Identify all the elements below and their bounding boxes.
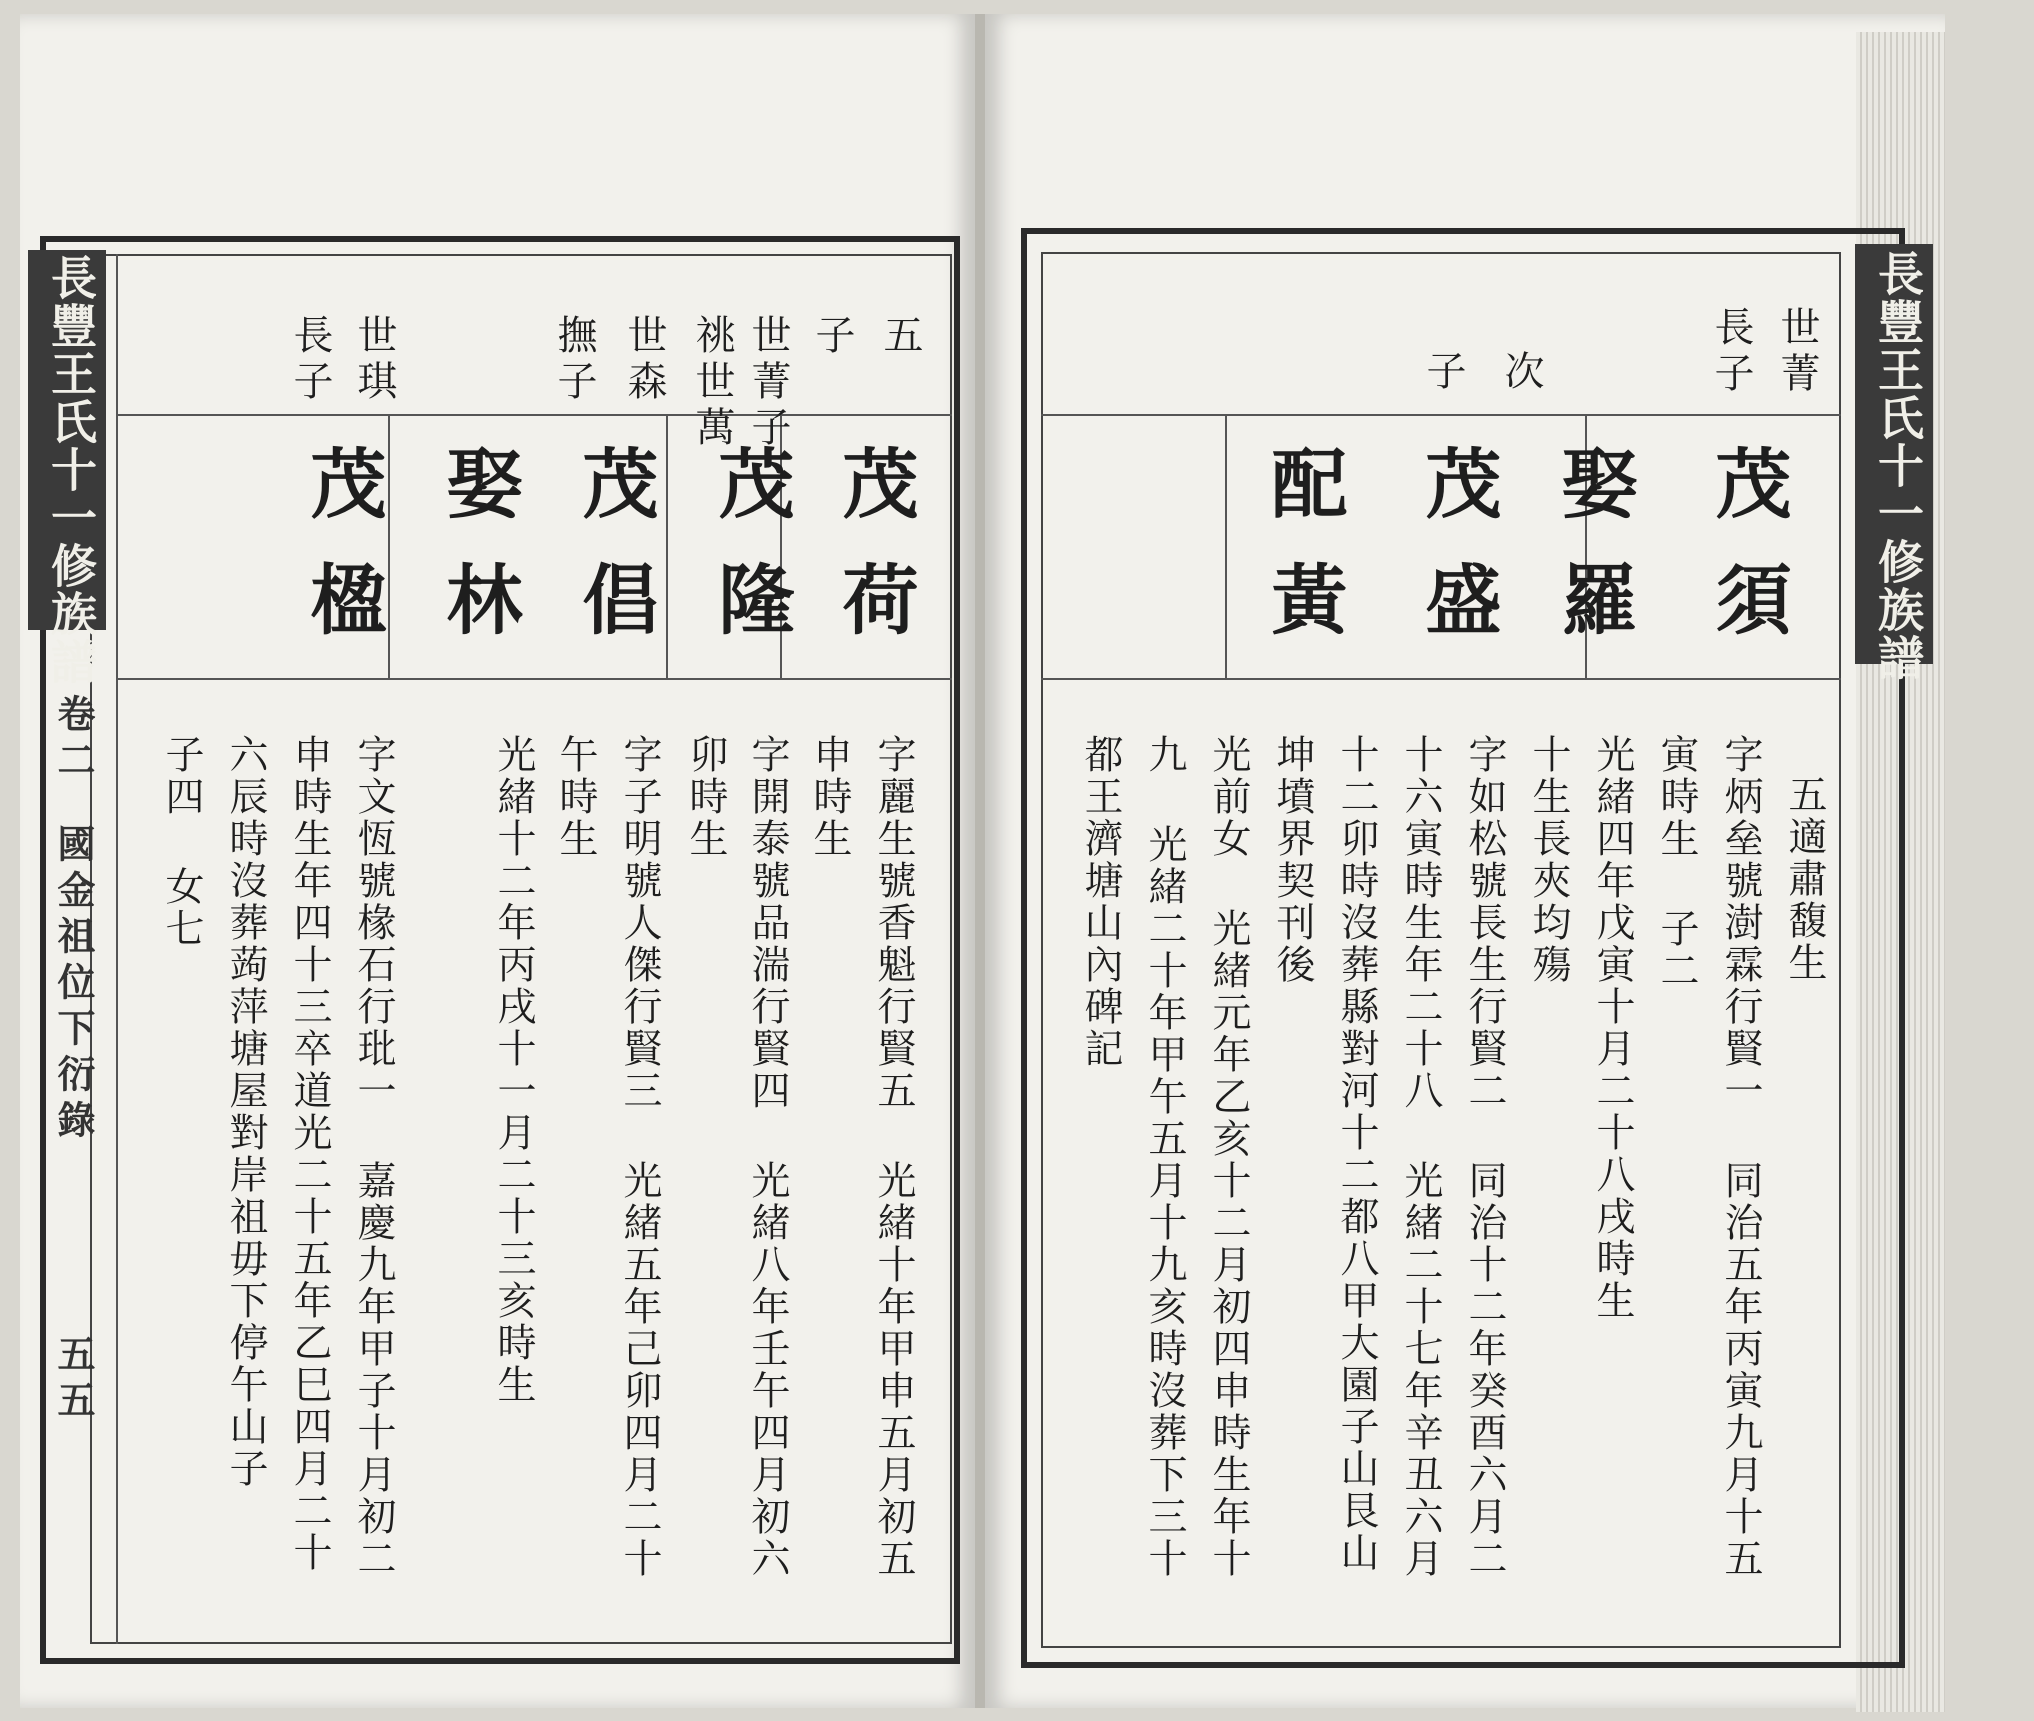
relation-label: 世琪 <box>351 314 397 406</box>
left-spine-title: 長豐王氏十一修族譜 <box>44 254 98 686</box>
bio-line: 九 光緒二十年甲午五月十九亥時沒葬下三十 <box>1142 734 1187 1580</box>
bio-line: 寅時生 子二 <box>1654 734 1699 992</box>
person-name: 茂倡 <box>570 444 659 676</box>
relation-label: 世菁子 <box>745 314 791 452</box>
left-spine-page-number: 五五 <box>51 1334 96 1426</box>
person-name: 茂盛 <box>1413 444 1502 676</box>
person-name: 茂隆 <box>706 444 795 676</box>
bio-line: 字文恆號椽石行玭一 嘉慶九年甲子十月初二 <box>351 734 396 1580</box>
right-col-divider <box>1225 414 1227 678</box>
bio-line: 都王濟塘山內碑記 <box>1078 734 1123 1070</box>
person-name: 茂須 <box>1703 444 1792 676</box>
person-name: 娶林 <box>434 444 523 676</box>
left-name-divider <box>116 678 952 680</box>
person-name: 茂楹 <box>298 444 387 676</box>
relation-label: 撫子 <box>551 314 597 406</box>
bio-line: 十六寅時生年二十八 光緒二十七年辛丑六月 <box>1398 734 1443 1580</box>
relation-label: 世菁 <box>1774 306 1820 398</box>
bio-line: 六辰時沒葬蒟萍塘屋對岸祖毋下停午山子 <box>223 734 268 1490</box>
bio-line: 午時生 <box>553 734 598 860</box>
bio-line: 字炳垒號澍霖行賢一 同治五年丙寅九月十五 <box>1718 734 1763 1580</box>
person-name: 娶羅 <box>1549 444 1638 676</box>
bio-line: 子四 女七 <box>159 734 204 950</box>
right-name-divider <box>1041 678 1841 680</box>
right-page <box>985 14 1945 1708</box>
left-spine-section: 國金祖位下衍錄 <box>51 824 96 1146</box>
bio-line: 十二卯時沒葬縣對河十二都八甲大園子山艮山 <box>1334 734 1379 1574</box>
bio-line: 字子明號人傑行賢三 光緒五年己卯四月二十 <box>617 734 662 1580</box>
bio-line: 光緒十二年丙戌十一月二十三亥時生 <box>491 734 536 1406</box>
bio-line: 字麗生號香魁行賢五 光緒十年甲申五月初五 <box>871 734 916 1580</box>
relation-label: 長子 <box>287 314 333 406</box>
relation-label: 世森 <box>621 314 667 406</box>
relation-label: 五 <box>877 314 923 360</box>
left-relation-divider <box>116 414 952 416</box>
bio-line: 卯時生 <box>683 734 728 860</box>
relation-label: 祧世萬 <box>689 314 735 452</box>
bio-line: 光緒四年戊寅十月二十八戌時生 <box>1590 734 1635 1322</box>
left-spine-volume: 卷二 <box>51 694 96 786</box>
relation-label: 子 <box>809 314 855 360</box>
bio-line: 坤墳界契刊後 <box>1270 734 1315 986</box>
person-name: 配黃 <box>1259 444 1348 676</box>
person-name: 茂荷 <box>830 444 919 676</box>
relation-label: 長子 <box>1708 306 1754 398</box>
bio-line: 字開泰號品湍行賢四 光緒八年壬午四月初六 <box>745 734 790 1580</box>
right-spine-title: 長豐王氏十一修族譜 <box>1871 250 1925 682</box>
bio-line: 五適肅馥生 <box>1782 774 1827 984</box>
bio-line: 十生長夾均殤 <box>1526 734 1571 986</box>
bio-line: 申時生 <box>807 734 852 860</box>
right-relation-divider <box>1041 414 1841 416</box>
left-page <box>20 14 975 1708</box>
relation-label: 子 <box>1420 350 1466 396</box>
bio-line: 光前女 光緒元年乙亥十二月初四申時生年十 <box>1206 734 1251 1580</box>
bio-line: 字如松號長生行賢二 同治十二年癸酉六月二 <box>1462 734 1507 1580</box>
left-band-edge <box>116 254 118 1644</box>
relation-label: 次 <box>1498 350 1544 396</box>
book-gutter <box>975 14 985 1708</box>
bio-line: 申時生年四十三卒道光二十五年乙巳四月二十 <box>287 734 332 1574</box>
